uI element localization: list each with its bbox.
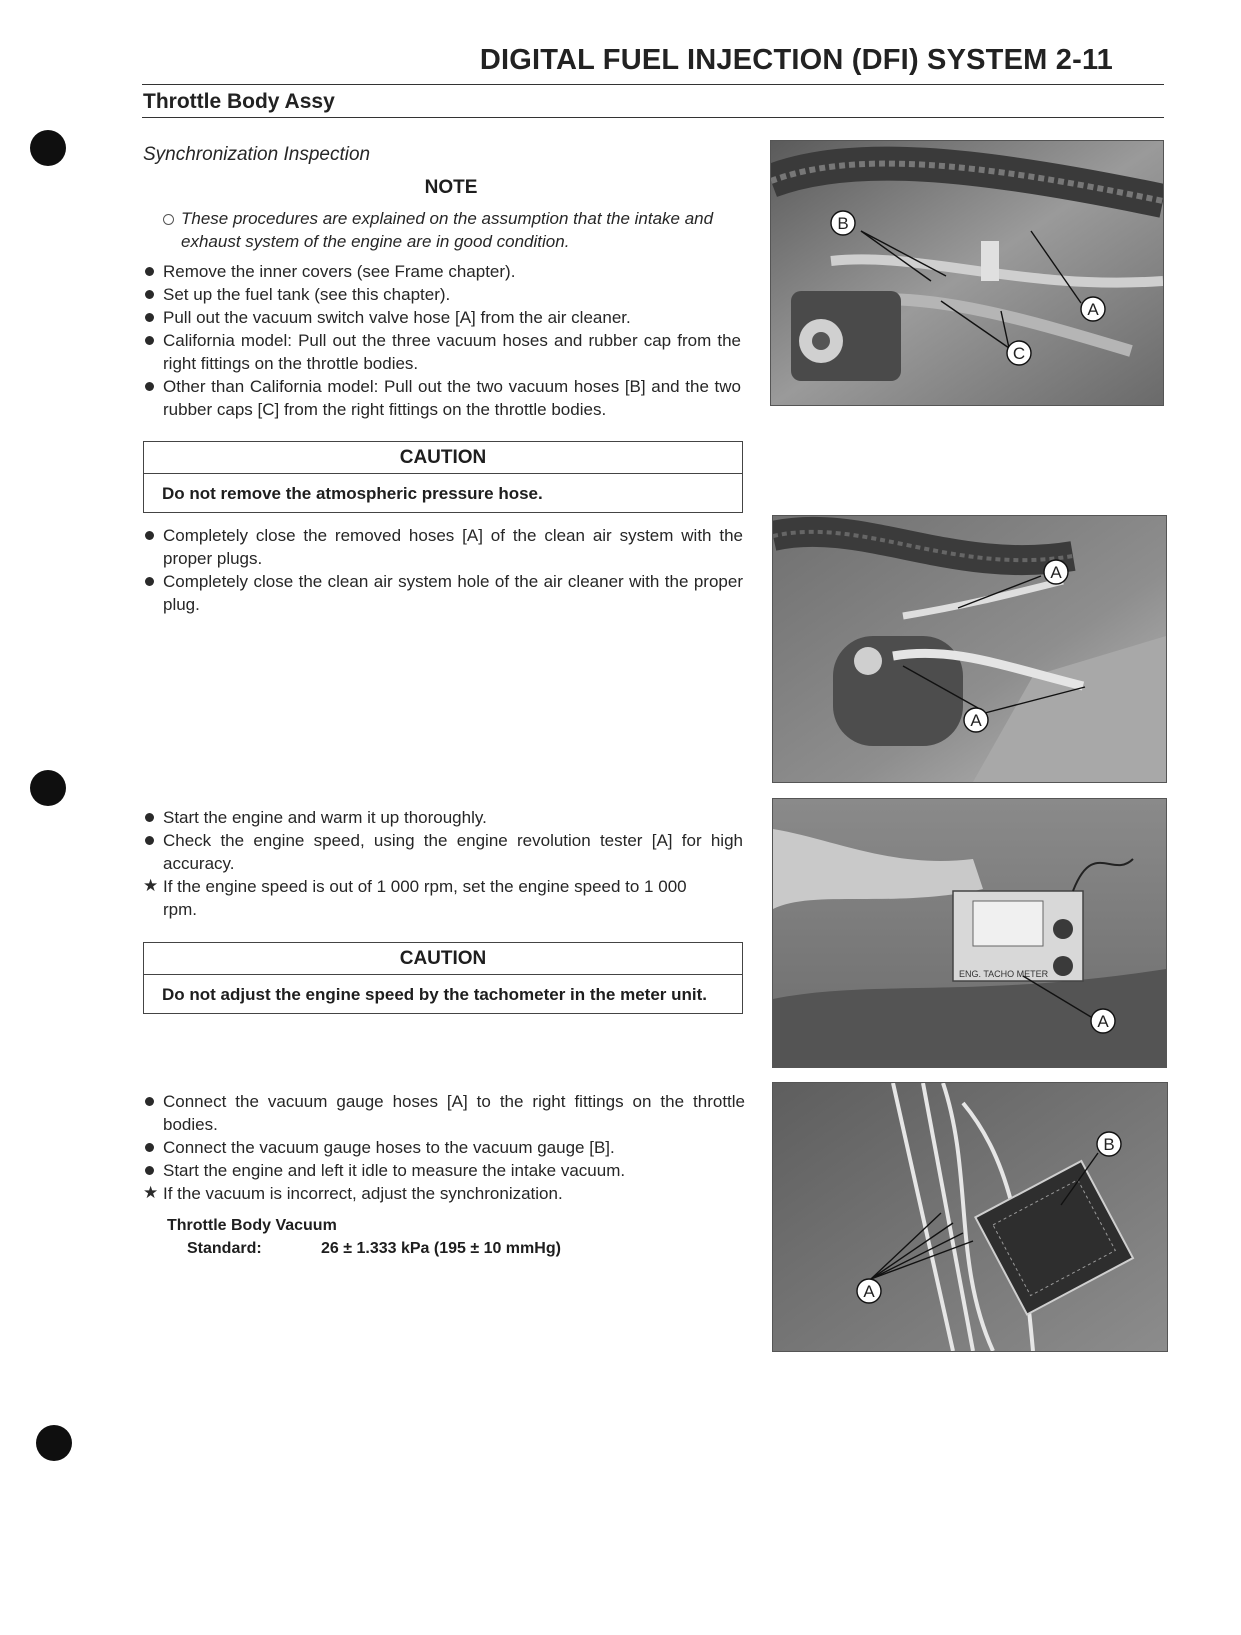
list-item: Check the engine speed, using the engine revolution tester [A] for high accuracy. xyxy=(143,829,743,875)
callout-marker xyxy=(857,1279,881,1303)
page-header-title: DIGITAL FUEL INJECTION (DFI) SYSTEM 2-11 xyxy=(479,44,1113,76)
list-item: Connect the vacuum gauge hoses [A] to the right fittings on the throttle bodies. xyxy=(143,1090,745,1136)
bullet-marker xyxy=(145,836,154,845)
steps-list-1 xyxy=(143,260,741,421)
list-item: Start the engine and warm it up thoroughly. xyxy=(143,806,743,829)
spec-row xyxy=(187,1240,561,1258)
note-heading: NOTE xyxy=(424,177,478,198)
list-item: Start the engine and left it idle to measure the intake vacuum. xyxy=(143,1159,745,1182)
photo-revolution-tester xyxy=(772,798,1167,1068)
svg-text:A: A xyxy=(1050,563,1062,582)
caution-heading: CAUTION xyxy=(144,442,742,474)
callout-marker xyxy=(1097,1132,1121,1156)
bullet-marker xyxy=(145,531,154,540)
bullet-marker xyxy=(145,1143,154,1152)
callout-marker xyxy=(1044,560,1068,584)
callout-marker xyxy=(1091,1009,1115,1033)
callout-marker xyxy=(964,708,988,732)
svg-text:B: B xyxy=(837,214,849,233)
caution-heading: CAUTION xyxy=(144,943,742,975)
list-item: Pull out the vacuum switch valve hose [A] from the air cleaner. xyxy=(143,306,741,329)
svg-text:A: A xyxy=(863,1282,875,1301)
bullet-marker xyxy=(145,267,154,276)
note-item: These procedures are explained on the assumption that the intake and exhaust system of the engine are in good condition. xyxy=(143,207,743,253)
steps-list-4 xyxy=(143,1090,745,1205)
section-title: Throttle Body Assy xyxy=(143,90,335,113)
bullet-marker xyxy=(145,577,154,586)
binder-hole xyxy=(30,770,66,806)
photo-clean-air-hoses xyxy=(772,515,1167,783)
note-block xyxy=(143,207,743,253)
list-item: ★ If the engine speed is out of 1 000 rpm, set the engine speed to 1 000 rpm. xyxy=(143,876,687,919)
photo-vacuum-gauge xyxy=(772,1082,1168,1352)
list-item: Set up the fuel tank (see this chapter). xyxy=(143,283,741,306)
svg-text:C: C xyxy=(1012,344,1026,363)
list-item: Other than California model: Pull out the two vacuum hoses [B] and the two rubber caps [C] from the right fittings on the throttle bodies. xyxy=(143,375,741,421)
steps-list-3 xyxy=(143,806,743,921)
caution-text: Do not remove the atmospheric pressure hose. xyxy=(162,484,543,503)
binder-hole xyxy=(30,130,66,166)
list-item: Completely close the clean air system hole of the air cleaner with the proper plug. xyxy=(143,570,743,616)
binder-hole xyxy=(36,1425,72,1461)
subsection-title: Synchronization Inspection xyxy=(143,144,371,165)
list-item: Connect the vacuum gauge hoses to the vacuum gauge [B]. xyxy=(143,1136,745,1159)
list-item: Completely close the removed hoses [A] of the clean air system with the proper plugs. xyxy=(143,524,743,570)
bullet-marker xyxy=(145,313,154,322)
bullet-marker xyxy=(145,290,154,299)
bullet-marker xyxy=(145,1166,154,1175)
svg-text:ENG. TACHO METER: ENG. TACHO METER xyxy=(959,969,1049,979)
svg-text:A: A xyxy=(1097,1012,1109,1031)
section-rule xyxy=(142,117,1164,118)
spec-label: Throttle Body Vacuum xyxy=(167,1217,337,1234)
star-marker: ★ xyxy=(143,876,159,895)
bullet-marker xyxy=(145,813,154,822)
caution-text: Do not adjust the engine speed by the tachometer in the meter unit. xyxy=(162,985,708,1004)
callout-marker xyxy=(831,211,855,235)
list-item: California model: Pull out the three vacuum hoses and rubber cap from the right fittings on the throttle bodies. xyxy=(143,329,741,375)
list-item: Remove the inner covers (see Frame chapter). xyxy=(143,260,741,283)
bullet-marker xyxy=(145,382,154,391)
star-marker: ★ xyxy=(143,1183,159,1202)
caution-box-2 xyxy=(143,942,743,1014)
header-rule xyxy=(142,84,1164,85)
svg-text:A: A xyxy=(970,711,982,730)
svg-text:B: B xyxy=(1103,1135,1115,1154)
spec-standard-label: Standard: xyxy=(187,1240,262,1257)
callout-marker xyxy=(1007,341,1031,365)
open-circle-marker xyxy=(163,214,174,225)
spec-standard-value: 26 ± 1.333 kPa (195 ± 10 mmHg) xyxy=(321,1240,561,1257)
steps-list-2 xyxy=(143,524,743,616)
caution-box-1 xyxy=(143,441,743,513)
photo-throttle-body-hoses xyxy=(770,140,1164,406)
list-item: ★ If the vacuum is incorrect, adjust the synchronization. xyxy=(143,1183,563,1203)
callout-marker xyxy=(1081,297,1105,321)
bullet-marker xyxy=(145,1097,154,1106)
bullet-marker xyxy=(145,336,154,345)
svg-text:A: A xyxy=(1087,300,1099,319)
